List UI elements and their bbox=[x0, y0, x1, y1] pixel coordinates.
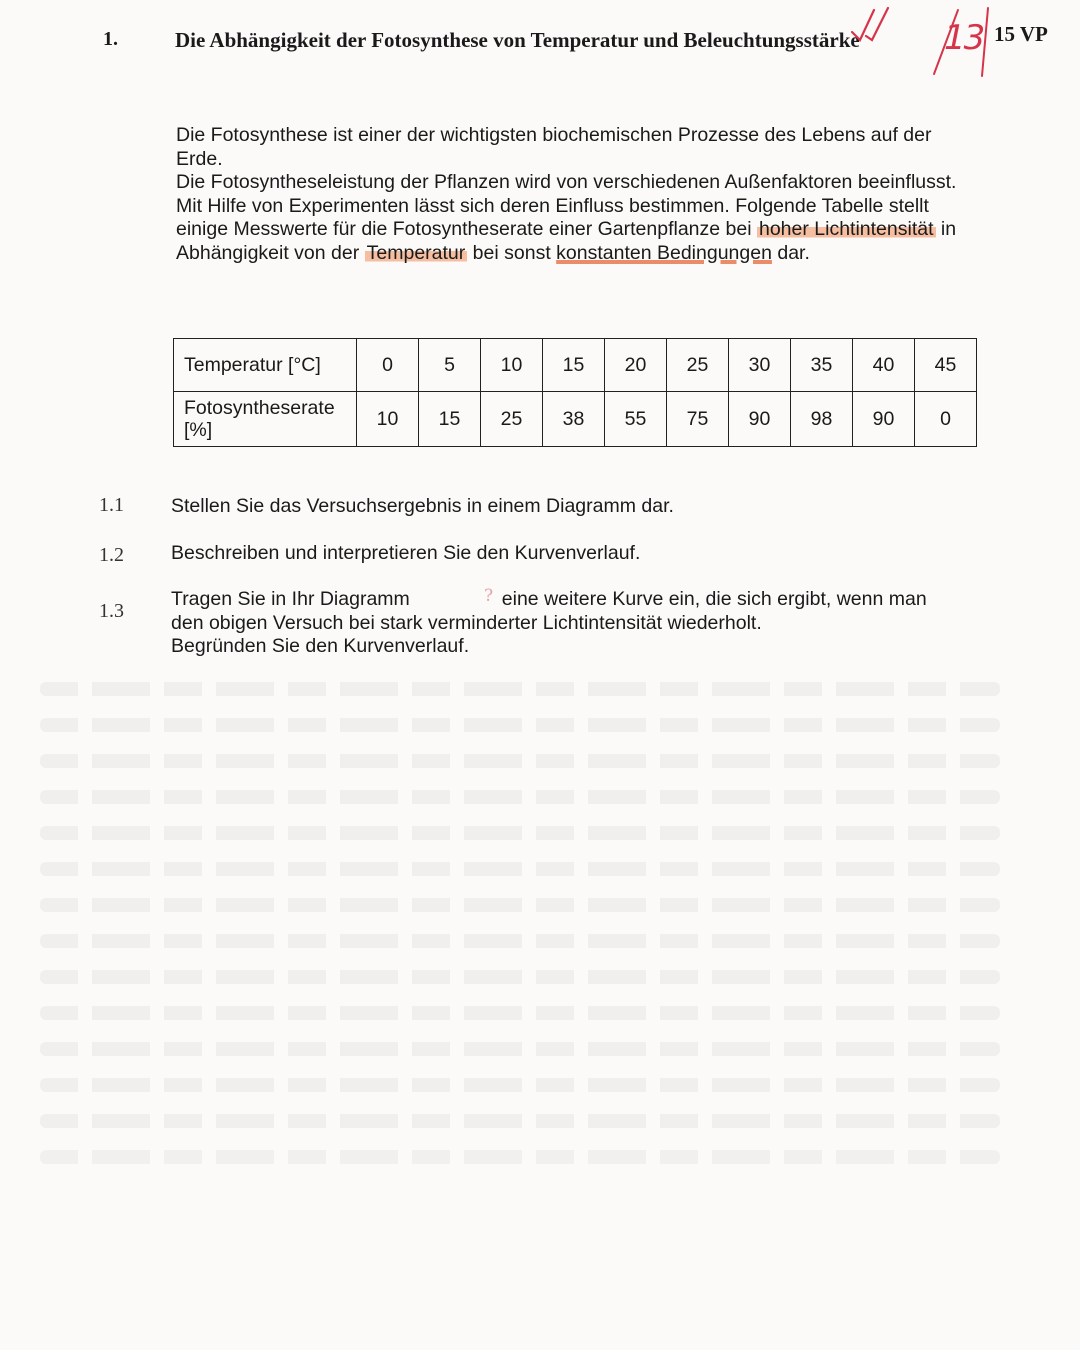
intro-text-c: bei sonst bbox=[467, 241, 557, 264]
rate-cell: 15 bbox=[419, 392, 481, 447]
intro-paragraph bbox=[176, 171, 976, 265]
rate-cell: 98 bbox=[791, 392, 853, 447]
points-label: 15 VP bbox=[994, 22, 1048, 46]
temperature-cell: 40 bbox=[853, 339, 915, 392]
temperature-cell: 20 bbox=[605, 339, 667, 392]
check-mark-icon bbox=[848, 6, 898, 42]
subtask-text-c: Begründen Sie den Kurvenverlauf. bbox=[171, 635, 470, 657]
intro-text-a: Die Fotosyntheseleistung der Pflanzen wird von verschiedenen Außenfaktoren beeinflusst. Mit Hilfe von Experimenten lässt sich deren Einfluss bestimmen. Folgende Tabelle stellt einige Messwerte für die Fotosyntheserate einer Gartenpflanze bei bbox=[176, 171, 957, 240]
rate-cell: 75 bbox=[667, 392, 729, 447]
highlight-temperature: Temperatur bbox=[366, 241, 466, 264]
temperature-cell: 10 bbox=[481, 339, 543, 392]
temperature-cell: 35 bbox=[791, 339, 853, 392]
intro-text-d: dar. bbox=[771, 241, 810, 264]
measurement-table bbox=[173, 338, 977, 447]
highlight-light-intensity: hoher Lichtintensität bbox=[758, 218, 934, 240]
temperature-cell: 45 bbox=[915, 339, 977, 392]
rate-cell: 90 bbox=[853, 392, 915, 447]
subtask-number: 1.2 bbox=[99, 544, 124, 566]
subtask-text-b: eine weitere Kurve ein, die sich ergibt, wenn man den obigen Versuch bei stark verminderter Lichtintensität wiederholt. bbox=[171, 588, 927, 634]
temperature-cell: 25 bbox=[667, 339, 729, 392]
subtask-text: Beschreiben und interpretieren Sie den Kurvenverlauf. bbox=[171, 542, 641, 564]
pencil-note: ? bbox=[484, 586, 494, 606]
rate-cell: 55 bbox=[605, 392, 667, 447]
temperature-label: Temperatur [°C] bbox=[174, 339, 357, 392]
subtask-text-a: Tragen Sie in Ihr Diagramm bbox=[171, 588, 410, 610]
underline-constant-conditions: konstanten Bedingungen bbox=[556, 241, 772, 264]
rate-cell: 38 bbox=[543, 392, 605, 447]
task-title: Die Abhängigkeit der Fotosynthese von Temperatur und Beleuchtungsstärke bbox=[175, 28, 860, 52]
rate-cell: 0 bbox=[915, 392, 977, 447]
temperature-row bbox=[174, 339, 977, 392]
intro-line-1: Die Fotosynthese ist einer der wichtigsten biochemischen Prozesse des Lebens auf der Erde. bbox=[176, 124, 932, 170]
rate-label-line-1: Fotosyntheserate bbox=[184, 397, 335, 419]
temperature-cell: 0 bbox=[357, 339, 419, 392]
rate-label bbox=[174, 392, 357, 447]
rate-cell: 10 bbox=[357, 392, 419, 447]
rate-cell: 25 bbox=[481, 392, 543, 447]
subtask-number: 1.1 bbox=[99, 494, 124, 516]
subtask-text bbox=[171, 588, 951, 659]
task-number: 1. bbox=[103, 28, 118, 50]
rate-row bbox=[174, 392, 977, 447]
temperature-cell: 5 bbox=[419, 339, 481, 392]
subtask-number: 1.3 bbox=[99, 600, 124, 622]
intro-text bbox=[176, 124, 976, 265]
grade-score: 13 bbox=[944, 18, 984, 58]
grade-mark bbox=[930, 4, 990, 80]
rate-cell: 90 bbox=[729, 392, 791, 447]
temperature-cell: 30 bbox=[729, 339, 791, 392]
temperature-cell: 15 bbox=[543, 339, 605, 392]
rate-label-line-2: [%] bbox=[184, 419, 213, 441]
reverse-side-show-through bbox=[40, 660, 1000, 1300]
subtask-text: Stellen Sie das Versuchsergebnis in einem Diagramm dar. bbox=[171, 495, 674, 517]
intro-text-b: in Abhängigkeit von der bbox=[176, 218, 957, 264]
